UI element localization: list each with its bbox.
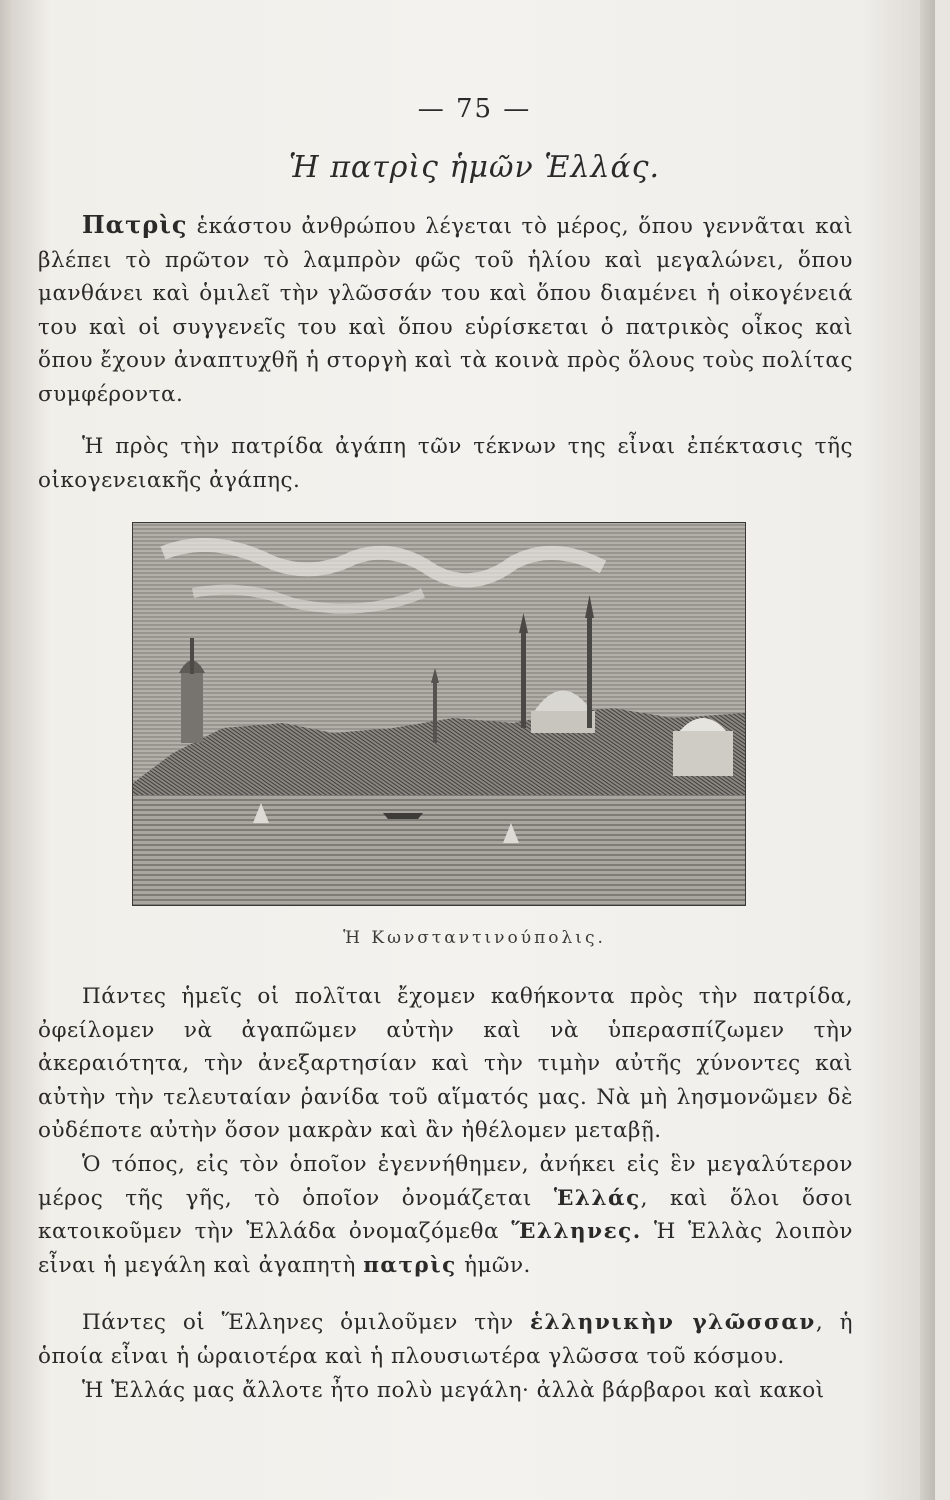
- paragraph-intro-text: ἑκάστου ἀνθρώπου λέγεται τὸ μέρος, ὅπου γεννᾶται καὶ βλέπει τὸ πρῶτον τὸ λαμπρὸν φῶς τοῦ ἡλίου καὶ μεγαλώνει, ὅπου μανθάνει καὶ ὁμιλεῖ τὴν γλῶσσάν του καὶ ὅπου διαμένει ἡ οἰκογένειά του καὶ οἱ συγγενεῖς του καὶ ὅπου εὑρίσκεται ὁ πατρικὸς οἶκος καὶ ὅπου ἔχουν ἀναπτυχθῆ ἡ στοργὴ καὶ τὰ κοινὰ πρὸς ὅλους τοὺς πολίτας συμφέροντα.: [38, 214, 853, 407]
- language-bold: ἑλληνικὴν γλῶσσαν: [530, 1310, 816, 1335]
- language-text-2: , ἡ ὁποία εἶναι ἡ ὡραιοτέρα καὶ ἡ πλουσιωτέρα γλῶσσα τοῦ κόσμου.: [38, 1310, 853, 1369]
- paragraph-family-love: Ἡ πρὸς τὴν πατρίδα ἀγάπη τῶν τέκνων της εἶναι ἐπέκτασις τῆς οἰκογενειακῆς ἀγάπης.: [38, 434, 853, 493]
- book-spine: [0, 0, 15, 1500]
- greece-text-2: , καὶ ὅλοι ὅσοι κατοικοῦμεν τὴν Ἑλλάδα ὀνομαζόμεθα: [38, 1185, 853, 1244]
- figure-caption: Ἡ Κωνσταντινούπολις.: [343, 928, 606, 948]
- lead-word: Πατρὶς: [82, 210, 188, 239]
- chapter-title: Ἡ πατρὶς ἡμῶν Ἑλλάς.: [288, 150, 661, 185]
- paragraph-duties: Πάντες ἡμεῖς οἱ πολῖται ἔχομεν καθήκοντα πρὸς τὴν πατρίδα, ὀφείλομεν νὰ ἀγαπῶμεν αὐτὴν καὶ νὰ ὑπερασπίζωμεν τὴν ἀκεραιότητα, τὴν ἀνεξαρτησίαν καὶ τὴν τιμὴν αὐτῆς χύνοντες καὶ αὐτὴν τὴν τελευταίαν ῥανίδα τοῦ αἵματός μας. Νὰ μὴ λησμονῶμεν δὲ οὐδέποτε αὐτὴν ὅσον μακρὰν καὶ ἂν ἠθέλομεν μεταβῇ.: [38, 984, 853, 1143]
- constantinople-engraving: [132, 522, 746, 906]
- greece-text-3: Ἡ Ἑλλὰς λοιπὸν εἶναι ἡ μεγάλη καὶ ἀγαπητὴ: [38, 1219, 854, 1278]
- book-page: [14, 0, 935, 1500]
- engraving-illustration: [133, 523, 745, 905]
- greece-text-4: ἡμῶν.: [456, 1252, 531, 1278]
- paragraph-history: Ἡ Ἑλλάς μας ἄλλοτε ἦτο πολὺ μεγάλη· ἀλλὰ βάρβαροι καὶ κακοὶ: [82, 1378, 825, 1403]
- greece-bold-hellas: Ἑλλάς: [553, 1185, 641, 1211]
- greece-bold-hellenes: Ἕλληνες.: [511, 1219, 642, 1244]
- paragraph-intro: [38, 208, 853, 411]
- language-text-1: Πάντες οἱ Ἕλληνες ὁμιλοῦμεν τὴν: [82, 1310, 531, 1335]
- paragraph-greece: [38, 1148, 853, 1282]
- paragraph-language: [38, 1306, 853, 1373]
- greece-text-1: Ὁ τόπος, εἰς τὸν ὁποῖον ἐγεννήθημεν, ἀνήκει εἰς ἓν μεγαλύτερον μέρος τῆς γῆς, τὸ ὁποῖον ὀνομάζεται: [38, 1152, 853, 1211]
- page-number: — 75 —: [417, 94, 532, 124]
- greece-bold-patris: πατρὶς: [363, 1252, 457, 1278]
- page-edge-shadow: [920, 0, 935, 1500]
